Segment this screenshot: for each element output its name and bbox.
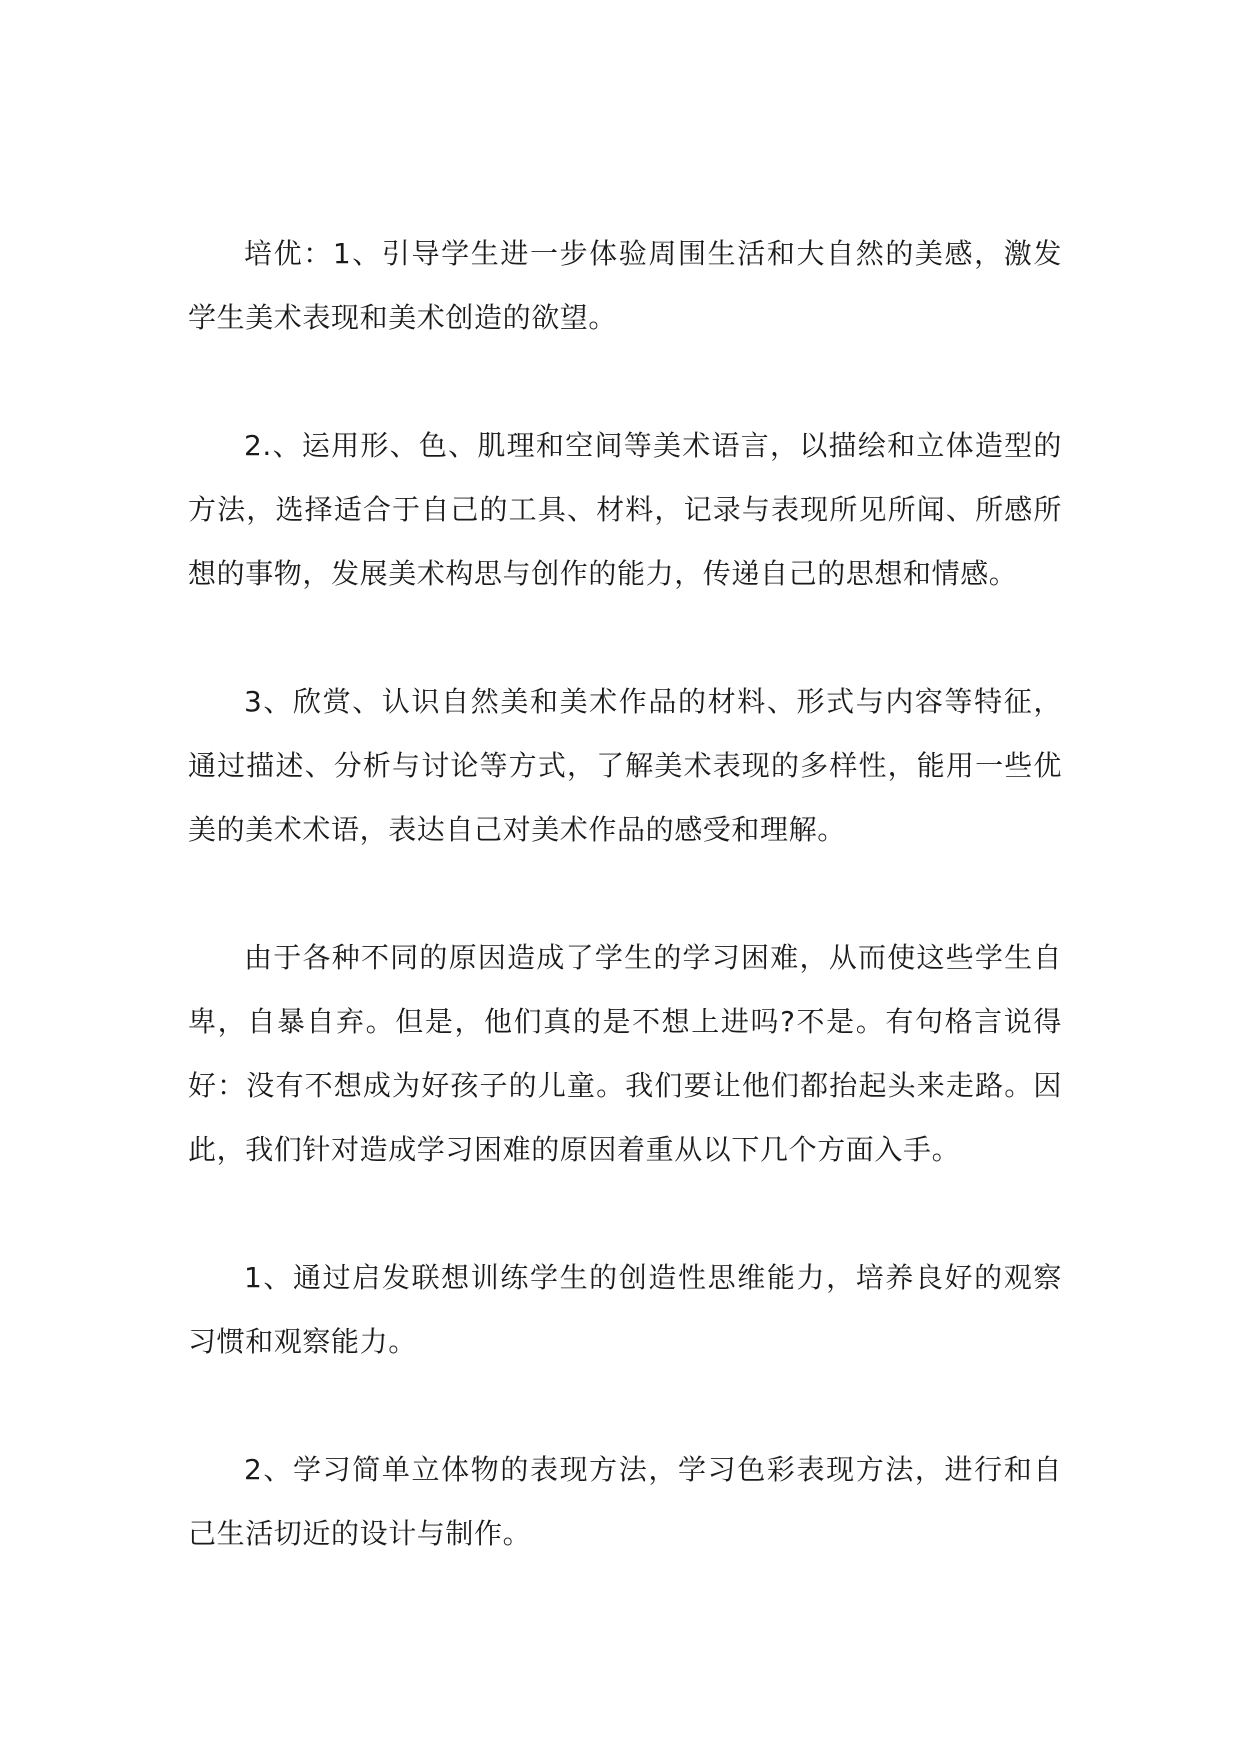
document-body [188, 222, 1062, 1630]
paragraph-measure-2: 2、学习简单立体物的表现方法，学习色彩表现方法，进行和自己生活切近的设计与制作。 [188, 1453, 1062, 1550]
paragraph-learning-difficulty: 由于各种不同的原因造成了学生的学习困难，从而使这些学生自卑，自暴自弃。但是，他们真的是不想上进吗?不是。有句格言说得好：没有不想成为好孩子的儿童。我们要让他们都抬起头来走路。因此，我们针对造成学习困难的原因着重从以下几个方面入手。 [188, 941, 1062, 1166]
paragraph-item-2: 2.、运用形、色、肌理和空间等美术语言，以描绘和立体造型的方法，选择适合于自己的工具、材料，记录与表现所见所闻、所感所想的事物，发展美术构思与创作的能力，传递自己的思想和情感。 [188, 429, 1062, 590]
paragraph-item-3: 3、欣赏、认识自然美和美术作品的材料、形式与内容等特征，通过描述、分析与讨论等方式，了解美术表现的多样性，能用一些优美的美术术语，表达自己对美术作品的感受和理解。 [188, 685, 1062, 846]
paragraph-measure-1: 1、通过启发联想训练学生的创造性思维能力，培养良好的观察习惯和观察能力。 [188, 1261, 1062, 1358]
paragraph-peiyou-1: 培优：1、引导学生进一步体验周围生活和大自然的美感，激发学生美术表现和美术创造的欲望。 [188, 237, 1062, 334]
